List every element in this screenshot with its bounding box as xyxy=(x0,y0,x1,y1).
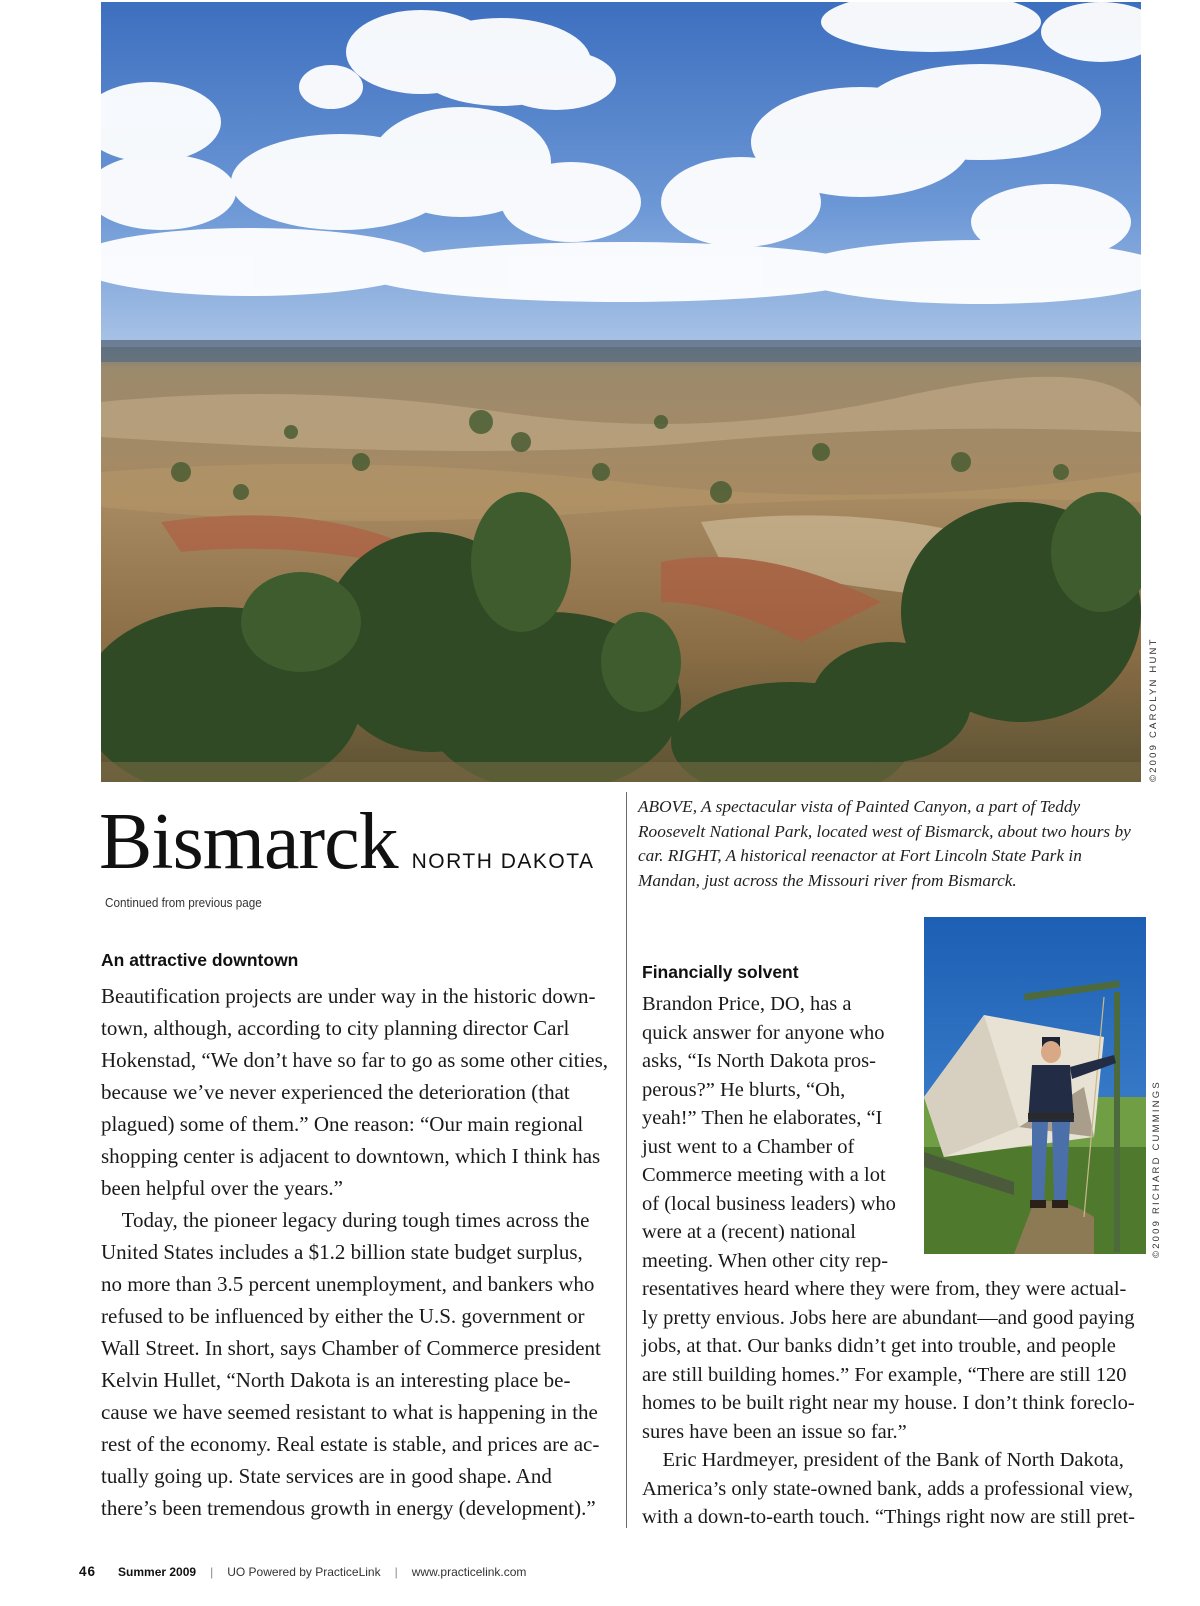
body-line: just went to a Chamber of xyxy=(642,1135,855,1158)
body-line: were at a (recent) national xyxy=(642,1221,856,1243)
body-line: Today, the pioneer legacy during tough times across the xyxy=(101,1208,590,1232)
body-line: perous?” He blurts, “Oh, xyxy=(642,1078,846,1101)
body-line: sures have been an issue so far.” xyxy=(642,1420,907,1443)
body-line: United States includes a $1.2 billion state budget surplus, xyxy=(101,1240,583,1264)
body-line: refused to be influenced by either the U.S. government or xyxy=(101,1304,585,1328)
body-line: homes to be built right near my house. I don’t think foreclo- xyxy=(642,1392,1135,1414)
footer-separator: | xyxy=(394,1565,398,1579)
body-line: Eric Hardmeyer, president of the Bank of North Dakota, xyxy=(642,1449,1124,1471)
body-line: Brandon Price, DO, has a xyxy=(642,993,852,1015)
column-divider xyxy=(626,792,627,1528)
body-line: resentatives heard where they were from, they were actual- xyxy=(642,1278,1127,1300)
section-heading-solvent: Financially solvent xyxy=(642,962,799,982)
body-line: Wall Street. In short, says Chamber of Commerce president xyxy=(101,1336,601,1360)
issue-date: Summer 2009 xyxy=(118,1565,197,1579)
body-line: cause we have seemed resistant to what is happening in the xyxy=(101,1400,598,1424)
publication-name: UO Powered by PracticeLink xyxy=(227,1565,381,1579)
page-number: 46 xyxy=(79,1564,97,1579)
title-city: Bismarck xyxy=(99,798,398,886)
body-line: America’s only state-owned bank, adds a professional view, xyxy=(642,1477,1134,1500)
reenactor-photo-credit: ©2009 RICHARD CUMMINGS xyxy=(1151,1080,1162,1258)
body-line: yeah!” Then he elaborates, “I xyxy=(642,1107,883,1129)
body-line: Hokenstad, “We don’t have so far to go as some other cities, xyxy=(101,1048,609,1072)
section-heading-downtown: An attractive downtown xyxy=(101,950,299,970)
body-line: been helpful over the years.” xyxy=(101,1176,343,1200)
body-line: Beautification projects are under way in the historic down- xyxy=(101,984,596,1008)
photo-caption: ABOVE, A spectacular vista of Painted Canyon, a part of Teddy Roosevelt National Park, located west of Bismarck, about two hours by car. RIGHT, A historical reenactor at Fort Lincoln State Park in Mandan, just across the Missouri river from Bismarck. xyxy=(638,797,1131,890)
body-line: because we’ve never experienced the deterioration (that xyxy=(101,1080,570,1104)
continued-note: Continued from previous page xyxy=(105,895,262,910)
body-line: Kelvin Hullet, “North Dakota is an interesting place be- xyxy=(101,1368,571,1392)
footer-separator: | xyxy=(210,1565,214,1579)
hero-photo-painted-canyon xyxy=(101,2,1141,782)
body-line: town, although, according to city planning director Carl xyxy=(101,1016,570,1040)
publication-url: www.practicelink.com xyxy=(411,1565,527,1579)
body-line: there’s been tremendous growth in energy (development).” xyxy=(101,1496,596,1520)
body-line: rest of the economy. Real estate is stable, and prices are ac- xyxy=(101,1432,600,1456)
title-state: NORTH DAKOTA xyxy=(411,850,595,873)
column1-body xyxy=(101,980,621,1524)
page-footer xyxy=(79,1564,526,1579)
body-line: jobs, at that. Our banks didn’t get into trouble, and people xyxy=(642,1335,1116,1357)
body-line: are still building homes.” For example, “There are still 120 xyxy=(642,1363,1127,1386)
body-line: ly pretty envious. Jobs here are abundant—and good paying xyxy=(642,1306,1135,1329)
body-line: plagued) some of them.” One reason: “Our main regional xyxy=(101,1112,584,1136)
hero-photo-credit: ©2009 CAROLYN HUNT xyxy=(1148,637,1159,782)
body-line: no more than 3.5 percent unemployment, and bankers who xyxy=(101,1272,595,1296)
body-line: shopping center is adjacent to downtown, which I think has xyxy=(101,1144,601,1168)
article-title xyxy=(99,798,619,886)
body-line: tually going up. State services are in good shape. And xyxy=(101,1464,552,1488)
body-line: of (local business leaders) who xyxy=(642,1192,896,1215)
body-line: with a down-to-earth touch. “Things right now are still pret- xyxy=(642,1506,1136,1528)
body-line: Commerce meeting with a lot xyxy=(642,1164,886,1186)
reenactor-photo xyxy=(924,917,1146,1254)
body-line: meeting. When other city rep- xyxy=(642,1249,889,1272)
body-line: quick answer for anyone who xyxy=(642,1021,885,1044)
body-line: asks, “Is North Dakota pros- xyxy=(642,1050,876,1072)
